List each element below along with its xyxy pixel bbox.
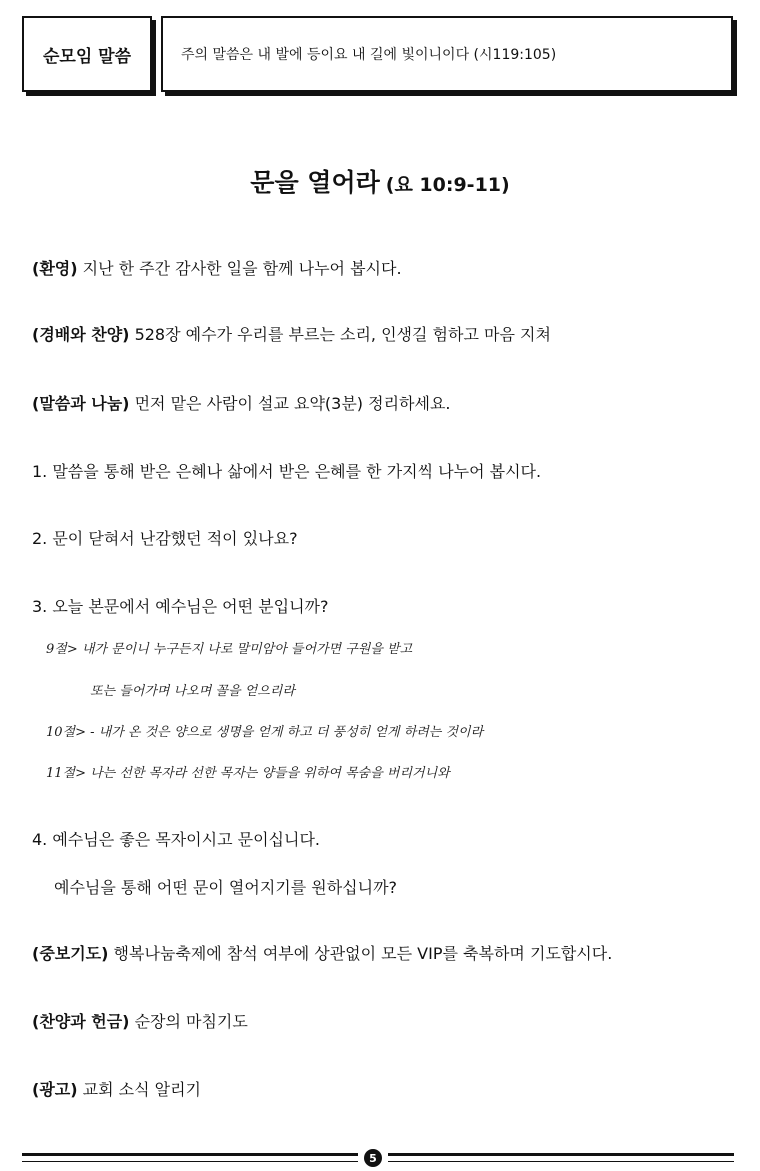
section-notice bbox=[32, 1080, 201, 1100]
handwritten-verse-11: 11절> 나는 선한 목자라 선한 목자는 양들을 위하여 목숨을 버리거니와 bbox=[46, 766, 450, 781]
handwritten-verse-9: 9절> 내가 문이니 누구든지 나로 말미암아 들어가면 구원을 받고 bbox=[46, 642, 413, 657]
section-worship-label: (경배와 찬양) bbox=[32, 325, 130, 344]
header-label-box bbox=[22, 16, 152, 92]
page-number: 5 bbox=[364, 1149, 382, 1167]
section-prayer-label: (중보기도) bbox=[32, 944, 109, 963]
header-label: 순모임 말씀 bbox=[42, 46, 132, 67]
section-notice-label: (광고) bbox=[32, 1080, 78, 1099]
section-offering bbox=[32, 1012, 248, 1032]
question-2: 2. 문이 닫혀서 난감했던 적이 있나요? bbox=[32, 529, 298, 548]
title-main: 문을 열어라 bbox=[250, 168, 380, 197]
footer-rule-right-thin bbox=[388, 1161, 734, 1162]
handwritten-verse-9-cont: 또는 들어가며 나오며 꼴을 얻으리라 bbox=[90, 684, 295, 699]
question-4-cont: 예수님을 통해 어떤 문이 열어지기를 원하십니까? bbox=[54, 878, 398, 897]
section-offering-text: 순장의 마침기도 bbox=[129, 1012, 248, 1031]
title-reference: (요 10:9-11) bbox=[385, 174, 510, 196]
question-3: 3. 오늘 본문에서 예수님은 어떤 분입니까? bbox=[32, 597, 329, 616]
section-notice-text: 교회 소식 알리기 bbox=[77, 1080, 201, 1099]
page-title bbox=[0, 163, 760, 199]
footer-rule-left-thin bbox=[22, 1161, 358, 1162]
section-word-text: 먼저 맡은 사람이 설교 요약(3분) 정리하세요. bbox=[129, 394, 451, 413]
header-verse-box bbox=[161, 16, 733, 92]
section-worship-text: 528장 예수가 우리를 부르는 소리, 인생길 험하고 마음 지쳐 bbox=[129, 325, 551, 344]
section-word-label: (말씀과 나눔) bbox=[32, 394, 130, 413]
section-worship bbox=[32, 325, 551, 345]
section-welcome-label: (환영) bbox=[32, 259, 78, 278]
question-1: 1. 말씀을 통해 받은 은혜나 삶에서 받은 은혜를 한 가지씩 나누어 봅시다. bbox=[32, 462, 542, 481]
section-offering-label: (찬양과 헌금) bbox=[32, 1012, 130, 1031]
section-welcome-text: 지난 한 주간 감사한 일을 함께 나누어 봅시다. bbox=[77, 259, 402, 278]
section-prayer bbox=[32, 944, 612, 964]
header-verse: 주의 말씀은 내 발에 등이요 내 길에 빛이니이다 (시119:105) bbox=[181, 47, 557, 63]
section-prayer-text: 행복나눔축제에 참석 여부에 상관없이 모든 VIP를 축복하며 기도합시다. bbox=[108, 944, 613, 963]
section-word bbox=[32, 394, 451, 414]
section-welcome bbox=[32, 259, 402, 279]
question-4: 4. 예수님은 좋은 목자이시고 문이십니다. bbox=[32, 830, 320, 849]
footer-rule-right bbox=[388, 1153, 734, 1156]
footer-rule-left bbox=[22, 1153, 358, 1156]
handwritten-verse-10: 10절> - 내가 온 것은 양으로 생명을 얻게 하고 더 풍성히 얻게 하려는 것이라 bbox=[46, 725, 484, 740]
